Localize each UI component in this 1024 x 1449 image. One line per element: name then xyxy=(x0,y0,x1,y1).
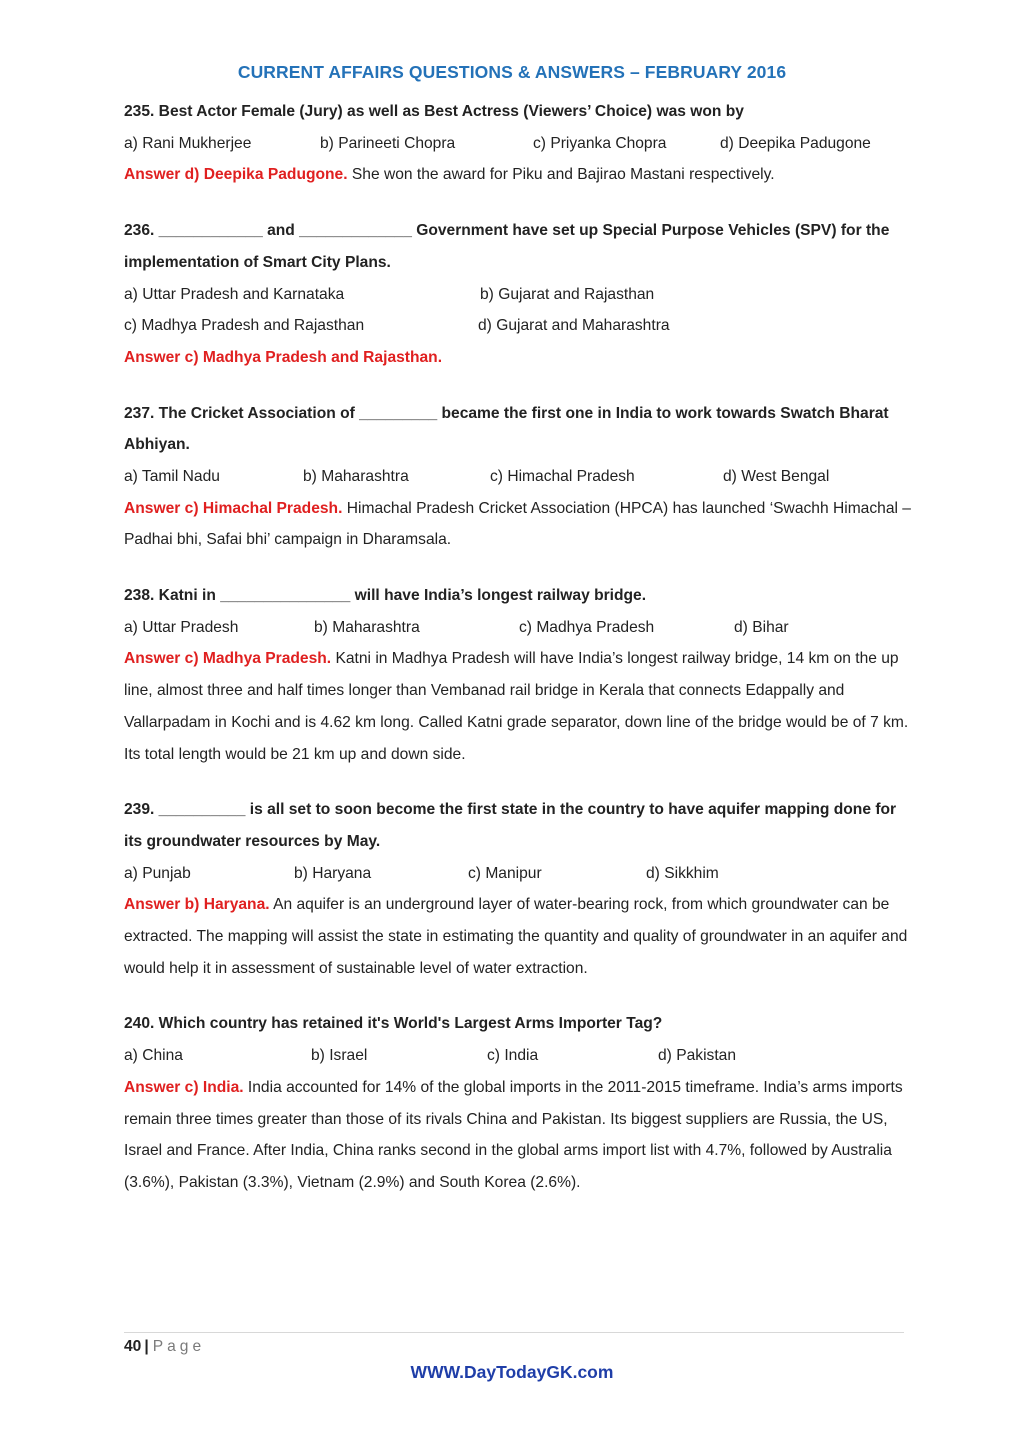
question-236 xyxy=(124,215,914,373)
option-d: d) Bihar xyxy=(734,618,789,636)
option-d: d) Sikkhim xyxy=(646,864,719,882)
option-a: a) Uttar Pradesh xyxy=(124,618,239,636)
answer-label: Answer d) Deepika Padugone. xyxy=(124,166,348,184)
question-text: 238. Katni in _______________ will have India’s longest railway bridge. xyxy=(124,587,647,605)
answer-label: Answer c) Himachal Pradesh. xyxy=(124,499,343,517)
answer xyxy=(124,159,914,191)
page-number-value: 40 xyxy=(124,1338,142,1355)
options-row xyxy=(124,279,914,311)
page-number-separator: | xyxy=(144,1338,149,1355)
options-row xyxy=(124,128,914,160)
option-c: c) Manipur xyxy=(468,864,542,882)
option-a: a) Rani Mukherjee xyxy=(124,134,252,152)
question-text: 237. The Cricket Association of _________ became the first one in India to work towards Swatch Bharat Abhiyan. xyxy=(124,404,889,454)
option-b: b) Parineeti Chopra xyxy=(320,134,456,152)
options-row xyxy=(124,461,914,493)
option-b: b) Gujarat and Rajasthan xyxy=(480,285,655,303)
option-a: a) Uttar Pradesh and Karnataka xyxy=(124,285,345,303)
answer-explanation: Himachal Pradesh Cricket Association (HPCA) has launched ‘Swachh Himachal – Padhai bhi, Safai bhi’ campaign in Dharamsala. xyxy=(124,499,911,549)
answer-label: Answer c) India. xyxy=(124,1078,244,1096)
answer xyxy=(124,342,914,374)
option-b: b) Maharashtra xyxy=(314,618,420,636)
option-a: a) Punjab xyxy=(124,864,191,882)
answer-explanation: Katni in Madhya Pradesh will have India’s longest railway bridge, 14 km on the up line, almost three and half times longer than Vembanad rail bridge in Kerala that connects Edappally and Vallarpadam in Kochi and is 4.62 km long. Called Katni grade separator, down line of the bridge would be of 7 km. Its total length would be 21 km up and down side. xyxy=(124,650,909,763)
footer-divider xyxy=(124,1332,904,1333)
option-c: c) Madhya Pradesh and Rajasthan xyxy=(124,317,365,335)
site-link[interactable]: WWW.DayTodayGK.com xyxy=(410,1362,614,1382)
question-text: 235. Best Actor Female (Jury) as well as Best Actress (Viewers’ Choice) was won by xyxy=(124,103,744,120)
answer xyxy=(124,889,914,984)
option-d: d) West Bengal xyxy=(723,467,830,485)
question-237 xyxy=(124,398,914,557)
option-c: c) Priyanka Chopra xyxy=(533,134,667,152)
option-d: d) Gujarat and Maharashtra xyxy=(478,317,670,335)
question-text: 236. ____________ and _____________ Government have set up Special Purpose Vehicles (SPV) for the implementation of Smart City Plans. xyxy=(124,222,890,271)
page-title: CURRENT AFFAIRS QUESTIONS & ANSWERS – FEBRUARY 2016 xyxy=(237,62,787,82)
question-text: 239. __________ is all set to soon become the first state in the country to have aquifer mapping done for its groundwater resources by May. xyxy=(124,801,897,850)
option-b: b) Haryana xyxy=(294,864,372,882)
answer-label: Answer b) Haryana. xyxy=(124,896,270,914)
answer-explanation: India accounted for 14% of the global imports in the 2011-2015 timeframe. India’s arms imports remain three times greater than those of its rivals China and Pakistan. Its biggest suppliers are Russia, the US, Israel and France. After India, China ranks second in the global arms import list with 4.7%, followed by Australia (3.6%), Pakistan (3.3%), Vietnam (2.9%) and South Korea (2.6%). xyxy=(124,1078,903,1191)
options-row xyxy=(124,1040,914,1072)
page-word: Page xyxy=(152,1338,206,1355)
page-number xyxy=(124,1338,205,1356)
answer-label: Answer c) Madhya Pradesh and Rajasthan. xyxy=(124,348,443,366)
option-c: c) Madhya Pradesh xyxy=(519,618,655,636)
question-list xyxy=(124,96,914,1223)
options-row xyxy=(124,310,914,342)
answer xyxy=(124,643,914,770)
option-d: d) Pakistan xyxy=(658,1047,737,1065)
option-c: c) Himachal Pradesh xyxy=(490,467,635,485)
option-b: b) Israel xyxy=(311,1047,368,1065)
question-text: 240. Which country has retained it's World's Largest Arms Importer Tag? xyxy=(124,1015,663,1033)
answer xyxy=(124,493,914,556)
option-c: c) India xyxy=(487,1047,539,1065)
question-238 xyxy=(124,580,914,770)
options-row xyxy=(124,858,914,890)
question-235 xyxy=(124,96,914,191)
answer-label: Answer c) Madhya Pradesh. xyxy=(124,650,332,668)
question-239 xyxy=(124,794,914,984)
option-d: d) Deepika Padugone xyxy=(720,134,871,152)
answer-explanation: An aquifer is an underground layer of water-bearing rock, from which groundwater can be extracted. The mapping will assist the state in estimating the quantity and quality of groundwater in an aquifer and would help it in assessment of sustainable level of water extraction. xyxy=(124,896,908,977)
question-240 xyxy=(124,1008,914,1198)
options-row xyxy=(124,612,914,644)
option-b: b) Maharashtra xyxy=(303,467,409,485)
answer-explanation: She won the award for Piku and Bajirao Mastani respectively. xyxy=(347,166,775,184)
option-a: a) China xyxy=(124,1047,183,1065)
answer xyxy=(124,1072,914,1199)
option-a: a) Tamil Nadu xyxy=(124,467,220,485)
